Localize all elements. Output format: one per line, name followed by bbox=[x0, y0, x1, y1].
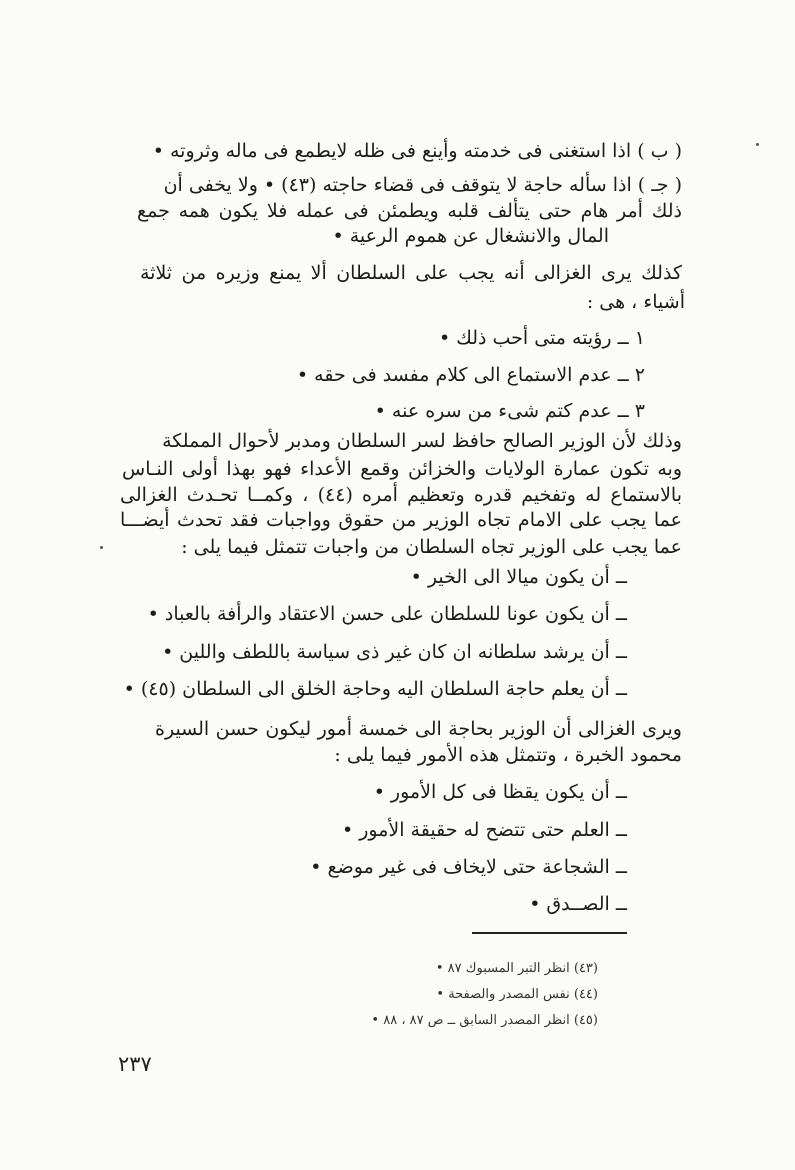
paragraph-line: ويرى الغزالى أن الوزير بحاجة الى خمسة أمور ليكون حسن السيرة bbox=[155, 718, 682, 740]
paragraph-line: وذلك لأن الوزير الصالح حافظ لسر السلطان ومدبر لأحوال المملكة bbox=[162, 430, 682, 452]
paragraph-line: محمود الخبرة ، وتتمثل هذه الأمور فيما يلى : bbox=[334, 744, 682, 766]
paragraph-line: أشياء ، هى : bbox=[586, 291, 685, 313]
paragraph-line: بالاستماع له وتفخيم قدره وتعظيم أمره (٤٤) ، وكمــا تحـدث الغزالى bbox=[120, 484, 682, 506]
matter-item: ــ أن يكون يقظا فى كل الأمور • bbox=[373, 781, 627, 803]
duty-item: ــ أن يكون عونا للسلطان على حسن الاعتقاد والرأفة بالعباد • bbox=[147, 603, 627, 625]
scan-speck bbox=[100, 546, 103, 549]
list-item-3: ٣ ــ عدم كتم شىء من سره عنه • bbox=[374, 400, 645, 422]
text-line-jeem: ( جـ ) اذا سأله حاجة لا يتوقف فى قضاء حاجته (٤٣) • ولا يخفى أن bbox=[163, 174, 682, 196]
text-line: المال والانشغال عن هموم الرعية • bbox=[332, 225, 609, 247]
page-number: ٢٣٧ bbox=[118, 1052, 152, 1076]
text-line: ذلك أمر هام حتى يتألف قلبه ويطمئن فى عمله فلا يكون همه جمع bbox=[137, 200, 682, 222]
matter-item: ــ الصــدق • bbox=[529, 893, 627, 915]
paragraph-line: عما يجب على الوزير تجاه السلطان من واجبات تتمثل فيما يلى : bbox=[181, 536, 682, 558]
scan-speck bbox=[756, 143, 759, 146]
text-line-b: ( ب ) اذا استغنى فى خدمته وأينع فى ظله لايطمع فى ماله وثروته • bbox=[152, 140, 682, 162]
footnote-divider bbox=[472, 932, 627, 934]
matter-item: ــ الشجاعة حتى لايخاف فى غير موضع • bbox=[310, 856, 627, 878]
duty-item: ــ أن يكون ميالا الى الخير • bbox=[410, 566, 627, 588]
list-item-1: ١ ــ رؤيته متى أحب ذلك • bbox=[438, 327, 645, 349]
footnote-45: (٤٥) انظر المصدر السابق ــ ص ٨٧ ، ٨٨ • bbox=[371, 1013, 598, 1028]
footnote-43: (٤٣) انظر التبر المسبوك ٨٧ • bbox=[435, 961, 598, 976]
list-item-2: ٢ ــ عدم الاستماع الى كلام مفسد فى حقه • bbox=[296, 364, 645, 386]
paragraph-line: كذلك يرى الغزالى أنه يجب على السلطان ألا يمنع وزيره من ثلاثة bbox=[140, 262, 682, 284]
footnote-44: (٤٤) نفس المصدر والصفحة • bbox=[436, 987, 598, 1002]
duty-item: ــ أن يرشد سلطانه ان كان غير ذى سياسة باللطف واللين • bbox=[162, 641, 627, 663]
paragraph-line: عما يجب على الامام تجاه الوزير من حقوق وواجبات فقد تحدث أيضـــا bbox=[120, 509, 682, 531]
matter-item: ــ العلم حتى تتضح له حقيقة الأمور • bbox=[341, 819, 627, 841]
duty-item: ــ أن يعلم حاجة السلطان اليه وحاجة الخلق الى السلطان (٤٥) • bbox=[123, 678, 627, 700]
paragraph-line: وبه تكون عمارة الولايات والخزائن وقمع الأعداء فهو بهذا أولى النـاس bbox=[122, 458, 682, 480]
